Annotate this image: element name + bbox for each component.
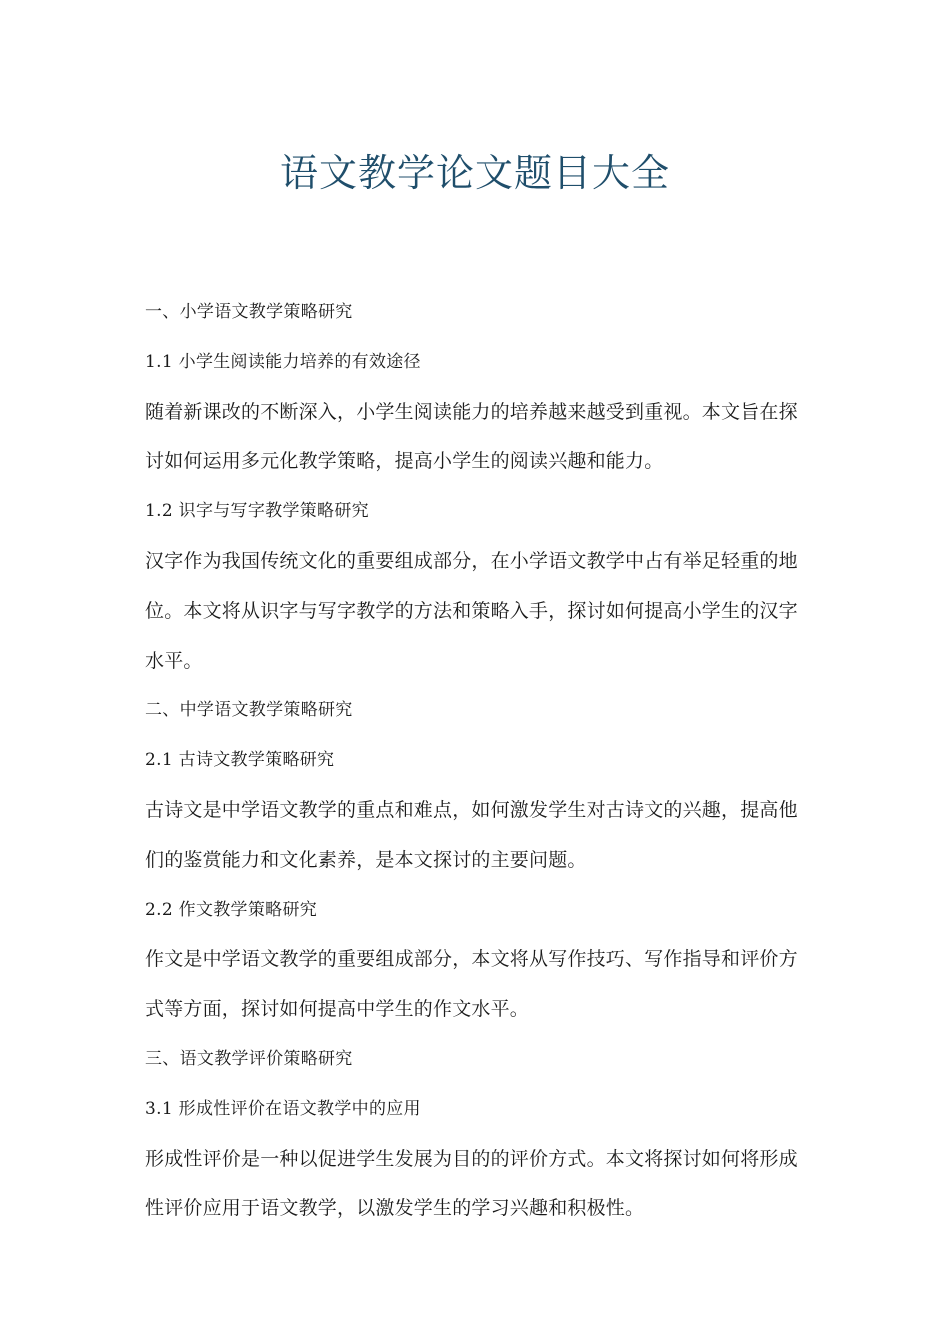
paragraph-line: 水平。 <box>145 649 203 672</box>
subsection-heading-1-1: 1.1 小学生阅读能力培养的有效途径 <box>145 351 421 372</box>
paragraph-line: 位。本文将从识字与写字教学的方法和策略入手，探讨如何提高小学生的汉字 <box>145 599 798 622</box>
paragraph-line: 形成性评价是一种以促进学生发展为目的的评价方式。本文将探讨如何将形成 <box>145 1147 798 1170</box>
page-title: 语文教学论文题目大全 <box>279 151 670 195</box>
paragraph-line: 古诗文是中学语文教学的重点和难点，如何激发学生对古诗文的兴趣，提高他 <box>145 798 798 821</box>
subsection-heading-1-2: 1.2 识字与写字教学策略研究 <box>145 501 369 522</box>
document-body <box>145 288 805 1234</box>
section-heading-3: 三、语文教学评价策略研究 <box>145 1048 353 1069</box>
subsection-heading-2-2: 2.2 作文教学策略研究 <box>145 899 318 920</box>
paragraph-line: 作文是中学语文教学的重要组成部分，本文将从写作技巧、写作指导和评价方 <box>145 948 798 971</box>
paragraph-line: 汉字作为我国传统文化的重要组成部分，在小学语文教学中占有举足轻重的地 <box>145 549 798 572</box>
subsection-heading-2-1: 2.1 古诗文教学策略研究 <box>145 750 335 771</box>
paragraph-line: 们的鉴赏能力和文化素养，是本文探讨的主要问题。 <box>145 848 587 871</box>
section-heading-2: 二、中学语文教学策略研究 <box>145 700 353 721</box>
section-heading-1: 一、小学语文教学策略研究 <box>145 302 353 322</box>
paragraph-line: 性评价应用于语文教学，以激发学生的学习兴趣和积极性。 <box>145 1197 645 1220</box>
paragraph-line: 随着新课改的不断深入，小学生阅读能力的培养越来越受到重视。本文旨在探 <box>145 400 798 423</box>
subsection-heading-3-1: 3.1 形成性评价在语文教学中的应用 <box>145 1098 421 1119</box>
paragraph-line: 讨如何运用多元化教学策略，提高小学生的阅读兴趣和能力。 <box>145 450 664 473</box>
paragraph-line: 式等方面，探讨如何提高中学生的作文水平。 <box>145 998 530 1021</box>
